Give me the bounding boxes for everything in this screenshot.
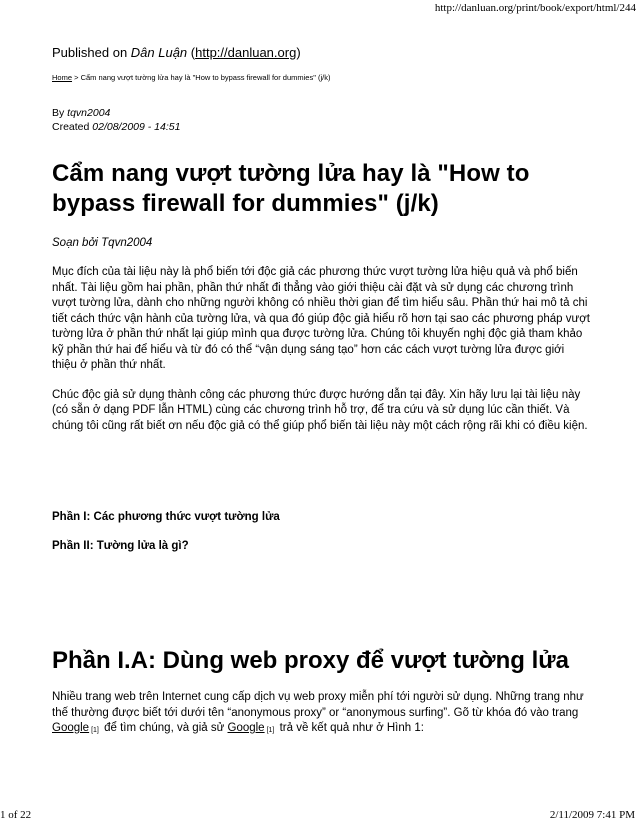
created-label: Created xyxy=(52,121,93,133)
footnote-ref: [1] xyxy=(91,727,99,734)
article-byline: Soạn bởi Tqvn2004 xyxy=(52,237,153,249)
by-label: By xyxy=(52,107,68,119)
site-name: Dân Luận xyxy=(130,45,188,60)
published-prefix: Published on xyxy=(52,45,131,60)
article-content xyxy=(52,44,592,738)
breadcrumb-separator: > xyxy=(72,73,81,82)
print-datetime: 2/11/2009 7:41 PM xyxy=(549,809,635,821)
breadcrumb xyxy=(52,72,592,84)
paragraph-text-c: trả về kết quả như ở Hình 1: xyxy=(276,722,424,734)
print-header-url: http://danluan.org/print/book/export/html/244 xyxy=(434,2,636,14)
breadcrumb-home-link[interactable]: Home xyxy=(52,73,73,82)
breadcrumb-current: Cẩm nang vượt tường lửa hay là "How to bypass firewall for dummies" (j/k) xyxy=(80,73,331,82)
toc-part-2: Phần II: Tường lửa là gì? xyxy=(52,540,189,552)
site-url-link[interactable]: http://danluan.org xyxy=(195,45,297,60)
print-page-number: 1 of 22 xyxy=(0,809,32,821)
created-line xyxy=(52,120,592,134)
paragraph-text-b: để tìm chúng, và giả sử xyxy=(100,722,228,734)
footnote-ref: [1] xyxy=(266,727,275,734)
author-line xyxy=(52,106,592,120)
toc-part-1: Phần I: Các phương thức vượt tường lửa xyxy=(52,511,280,523)
published-open-paren: ( xyxy=(187,45,196,60)
web-proxy-paragraph xyxy=(52,690,592,738)
usage-paragraph: Chúc độc giả sử dụng thành công các phương thức được hướng dẫn tại đây. Xin hãy lưu lại tài liệu này (có sẵn ở dạng PDF lẫn HTML) cùng các chương trình hỗ trợ, để tra cứu và sử dụng lúc cần thiết. Và chúng tôi cũng rất biết ơn nếu độc giả có thể giúp phổ biến tài liệu này một cách rộng rãi khi có điều kiện. xyxy=(52,388,588,432)
paragraph-text-a: Nhiều trang web trên Internet cung cấp dịch vụ web proxy miễn phí tới người sử dụng. Những trang như thế thường được biết tới dưới tên “anonymous proxy” or “anonymous surfing”. Gõ từ khóa đó vào trang xyxy=(52,691,584,719)
created-date: 02/08/2009 - 14:51 xyxy=(92,121,181,133)
section-title: Phần I.A: Dùng web proxy để vượt tường lửa xyxy=(52,647,569,674)
google-link[interactable]: Google xyxy=(52,722,90,734)
google-link[interactable]: Google xyxy=(227,722,265,734)
intro-paragraph: Mục đích của tài liệu này là phổ biến tới độc giả các phương thức vượt tường lửa hiệu quả và phổ biến nhất. Tài liệu gồm hai phần, phần thứ nhất đi thẳng vào giới thiệu cài đặt và sử dụng các chương trình vượt tường lửa, dành cho những người không có nhiều thời gian để tìm hiểu sâu. Phần thứ hai mô tả chi tiết cách thức vận hành của tường lửa, và qua đó giúp độc giả hiểu rõ hơn tại sao các phương pháp vượt tường lửa ở phần thứ nhất lại giúp mình qua được tường lửa. Chúng tôi khuyến nghị độc giả tham khảo kỹ phần thứ hai để hiểu và từ đó có thể “vận dụng sáng tạo” hơn các cách vượt tường lửa được giới thiệu ở phần thứ nhất. xyxy=(52,266,590,371)
published-line xyxy=(52,44,592,62)
author-name: tqvn2004 xyxy=(67,107,111,119)
published-close-paren: ) xyxy=(296,45,301,60)
article-title: Cẩm nang vượt tường lửa hay là "How to bypass firewall for dummies" (j/k) xyxy=(52,160,530,217)
